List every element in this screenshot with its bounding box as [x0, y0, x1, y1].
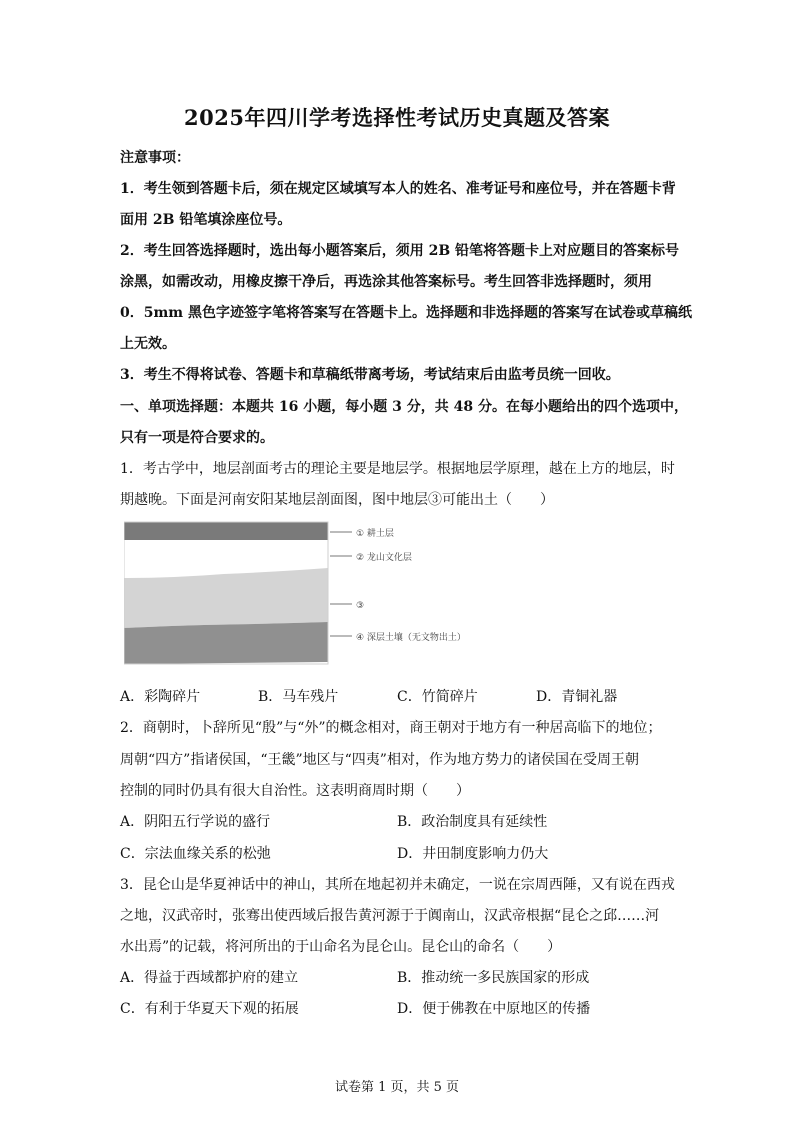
layer-label-2: ② 龙山文化层 [356, 553, 412, 563]
layer-label-4: ④ 深层土壤（无文物出土） [356, 633, 466, 643]
question-3-text: 3．昆仑山是华夏神话中的神山，其所在地起初并未确定，一说在宗周西陲，又有说在西戎 [120, 877, 675, 893]
question-3-option-a[interactable]: A．得益于西域都护府的建立 [120, 970, 299, 986]
layer-4-band [124, 622, 328, 664]
question-1-text: 期越晚。下面是河南安阳某地层剖面图，图中地层③可能出土（ ） [120, 492, 554, 508]
stratigraphy-diagram [124, 520, 484, 670]
section-heading: 只有一项是符合要求的。 [120, 430, 274, 446]
question-1-option-d[interactable]: D．青铜礼器 [536, 689, 618, 705]
question-3-option-b[interactable]: B．推动统一多民族国家的形成 [397, 970, 590, 986]
notice-line: 1．考生领到答题卡后，须在规定区域填写本人的姓名、准考证号和座位号，并在答题卡背 [120, 181, 676, 197]
question-2-option-b[interactable]: B．政治制度具有延续性 [397, 814, 548, 830]
notice-line: 0．5mm 黑色字迹签字笔将答案写在答题卡上。选择题和非选择题的答案写在试卷或草稿纸 [120, 305, 692, 321]
page-footer: 试卷第 1 页，共 5 页 [334, 1080, 460, 1095]
question-1-option-b[interactable]: B．马车残片 [258, 689, 339, 705]
question-3-option-d[interactable]: D．便于佛教在中原地区的传播 [397, 1001, 591, 1017]
layer-1-band [124, 522, 328, 540]
notice-line: 2．考生回答选择题时，选出每小题答案后，须用 2B 铅笔将答题卡上对应题目的答案标号 [120, 243, 680, 259]
notice-line: 涂黑，如需改动，用橡皮擦干净后，再选涂其他答案标号。考生回答非选择题时，须用 [120, 274, 652, 290]
section-heading: 一、单项选择题：本题共 16 小题，每小题 3 分，共 48 分。在每小题给出的四个选项中， [120, 399, 688, 415]
question-1-option-c[interactable]: C．竹简碎片 [397, 689, 478, 705]
stratigraphy-figure [124, 520, 484, 670]
question-1-option-a[interactable]: A．彩陶碎片 [120, 689, 201, 705]
layer-label-3: ③ [356, 601, 365, 611]
notice-line: 面用 2B 铅笔填涂座位号。 [120, 212, 292, 228]
notice-line: 3．考生不得将试卷、答题卡和草稿纸带离考场，考试结束后由监考员统一回收。 [120, 367, 620, 383]
question-2-option-c[interactable]: C．宗法血缘关系的松弛 [120, 846, 271, 862]
question-3-text: 之地，汉武帝时，张骞出使西域后报告黄河源于于阗南山，汉武帝根据“昆仑之邱……河 [120, 908, 660, 924]
notice-heading: 注意事项： [120, 150, 190, 166]
question-1-text: 1．考古学中，地层剖面考古的理论主要是地层学。根据地层学原理，越在上方的地层，时 [120, 461, 675, 477]
notice-line: 上无效。 [120, 336, 176, 352]
question-2-option-d[interactable]: D．井田制度影响力仍大 [397, 846, 549, 862]
question-3-text: 水出焉”的记载，将河所出的于山命名为昆仑山。昆仑山的命名（ ） [120, 939, 562, 955]
question-3-option-c[interactable]: C．有利于华夏天下观的拓展 [120, 1001, 299, 1017]
page-title: 2025年四川学考选择性考试历史真题及答案 [184, 105, 610, 130]
layer-label-1: ① 耕土层 [356, 529, 394, 539]
question-2-text: 周朝“四方”指诸侯国，“王畿”地区与“四夷”相对，作为地方势力的诸侯国在受周王朝 [120, 752, 639, 768]
question-2-text: 控制的同时仍具有很大自治性。这表明商周时期（ ） [120, 783, 470, 799]
question-2-option-a[interactable]: A．阴阳五行学说的盛行 [120, 814, 271, 830]
question-2-text: 2．商朝时，卜辞所见“殷”与“外”的概念相对，商王朝对于地方有一种居高临下的地位； [120, 720, 662, 736]
